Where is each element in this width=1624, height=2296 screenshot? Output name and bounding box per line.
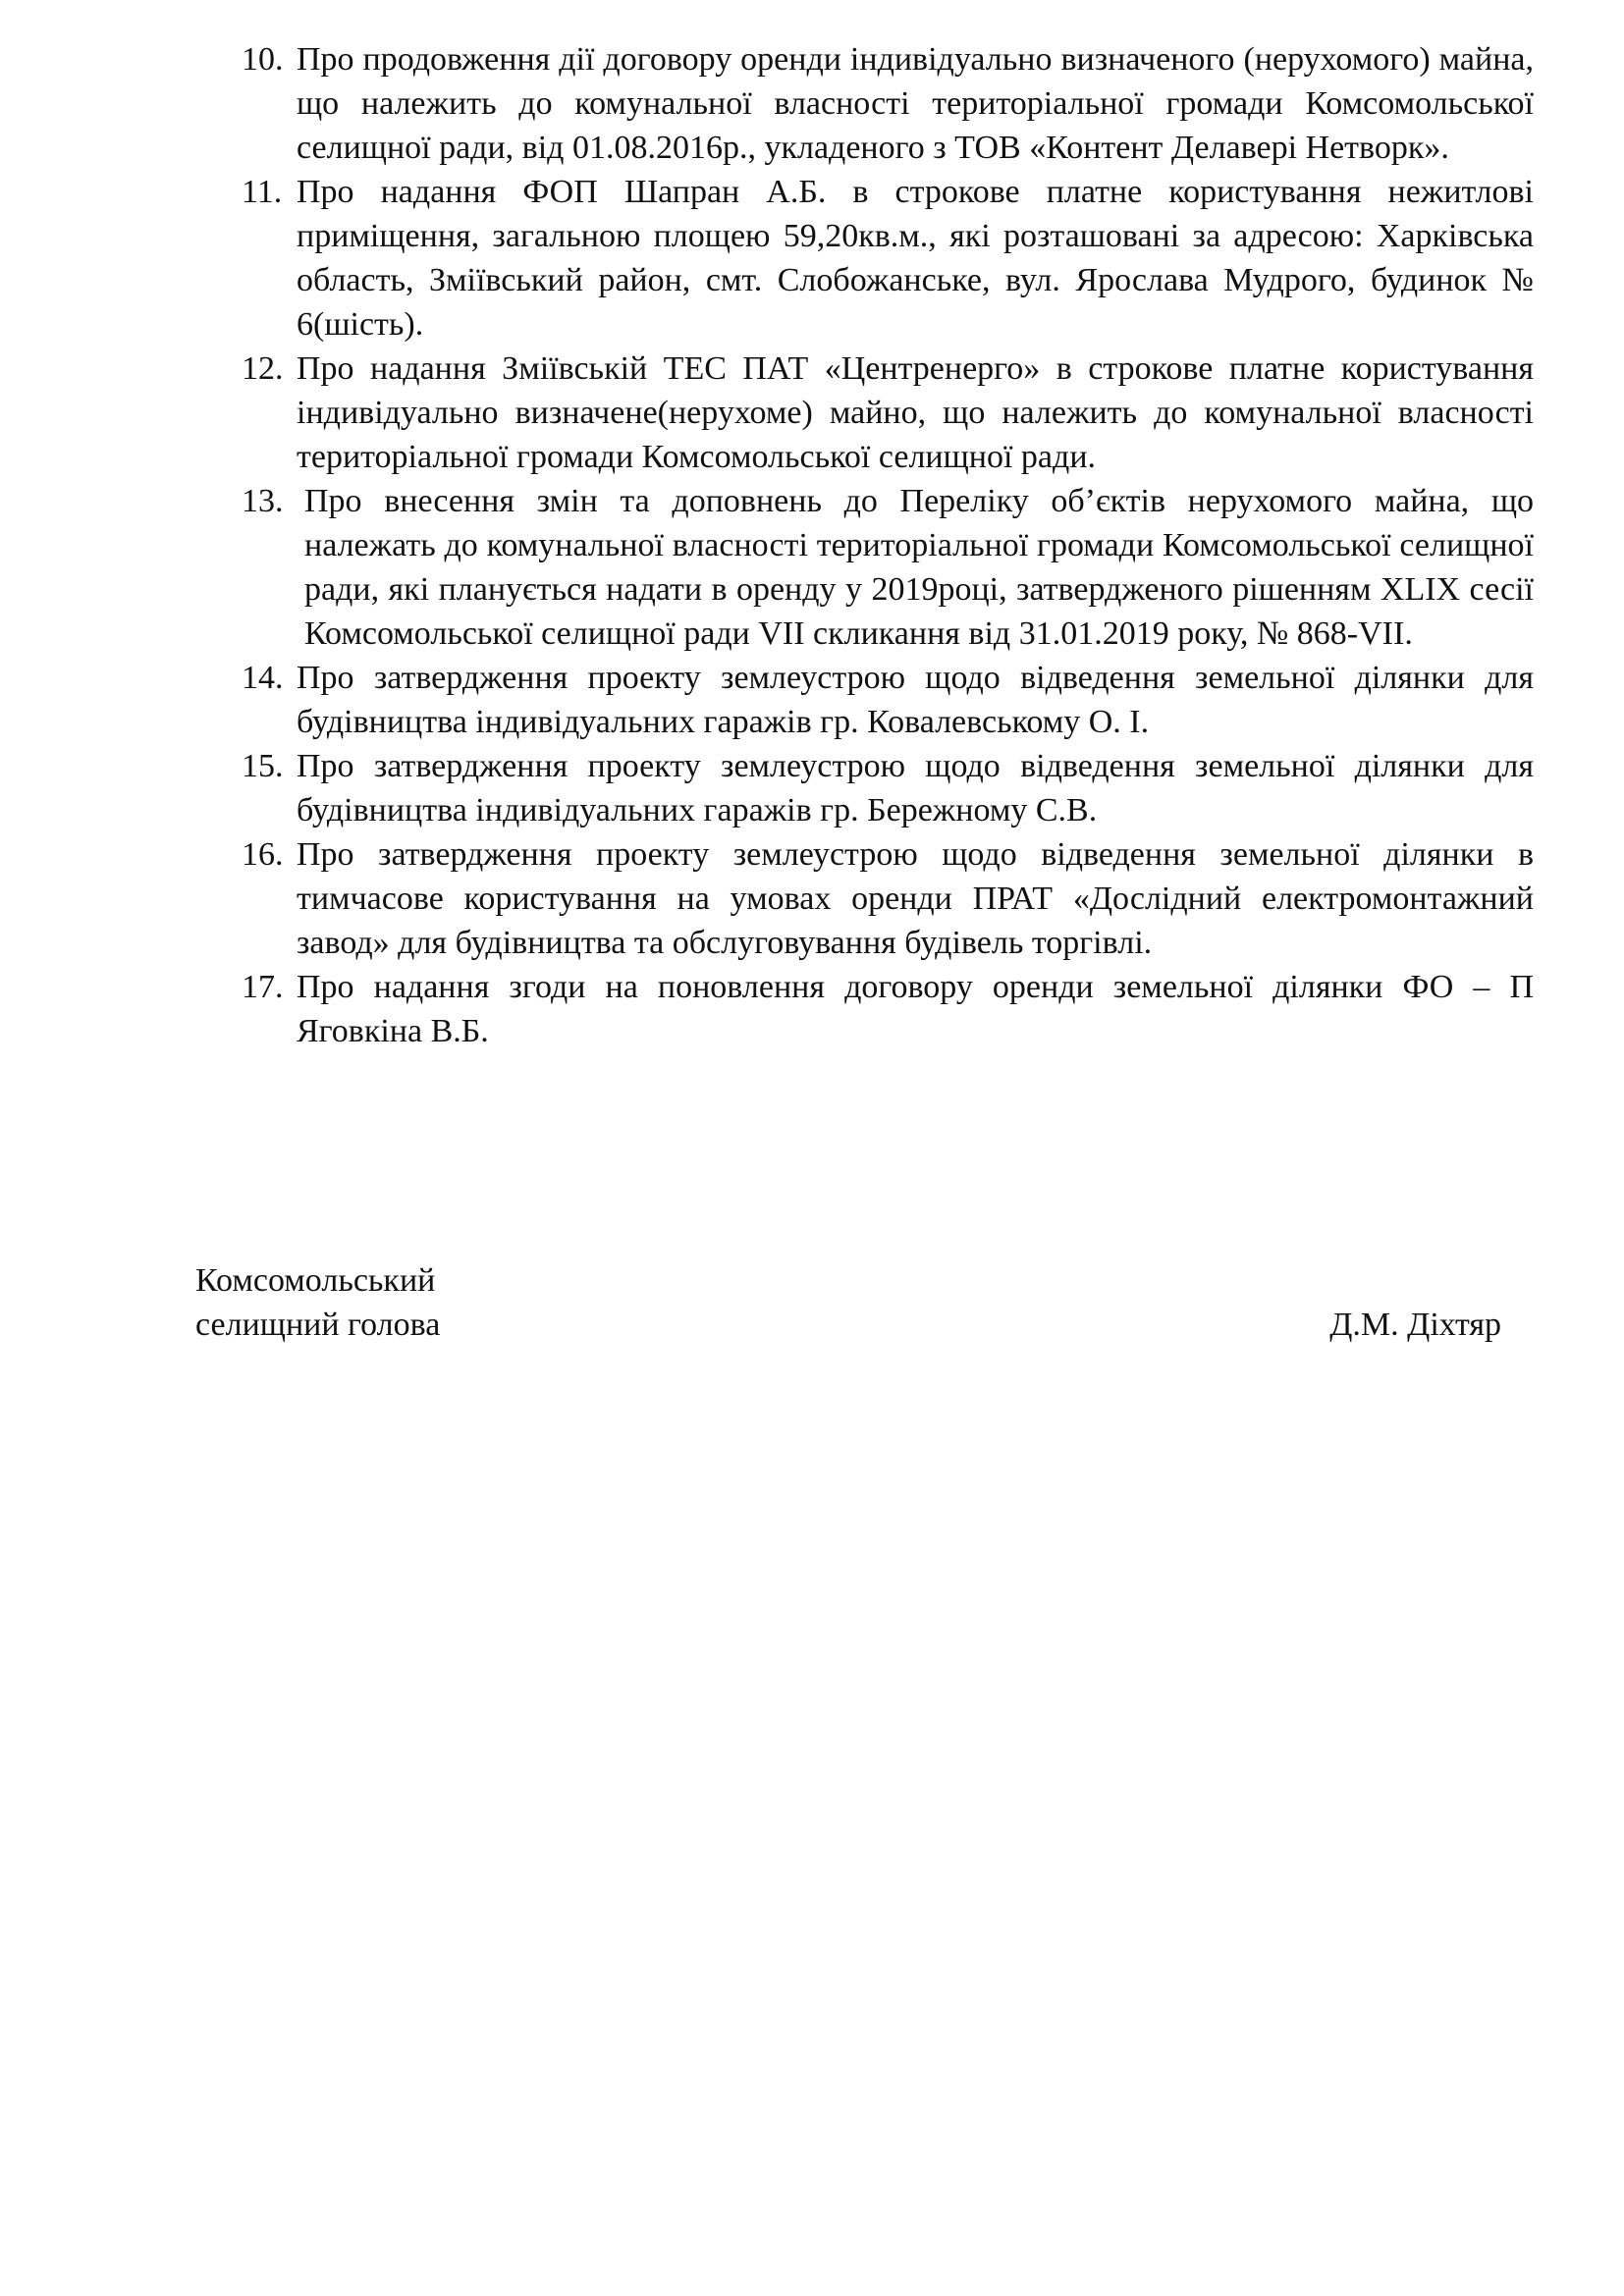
- agenda-list: [242, 37, 1534, 1053]
- agenda-item-11: [242, 170, 1534, 347]
- agenda-item-text: Про внесення змін та доповнень до Переліку об’єктів нерухомого майна, що належать до комунальної власності територіальної громади Комсомольської селищної ради, які планується надати в оренду у 2019році, затвердженого рішенням XLIX сесії Комсомольської селищної ради VII скликання від 31.01.2019 року, № 868-VII.: [304, 483, 1534, 652]
- agenda-item-14: [242, 656, 1534, 744]
- signatory-title-line1: Комсомольський: [195, 1262, 436, 1299]
- agenda-item-text: Про затвердження проекту землеустрою щодо відведення земельної ділянки для будівництва індивідуальних гаражів гр. Ковалевському О. І.: [297, 660, 1534, 740]
- signatory-title: [195, 1258, 440, 1347]
- signatory-name: Д.М. Діхтяр: [1329, 1307, 1501, 1343]
- agenda-item-number: 10.: [242, 41, 284, 78]
- agenda-item-number: 11.: [242, 174, 283, 210]
- agenda-item-text: Про затвердження проекту землеустрою щодо відведення земельної ділянки в тимчасове користування на умовах оренди ПРАТ «Дослідний електромонтажний завод» для будівництва та обслуговування будівель торгівлі.: [297, 836, 1534, 961]
- agenda-item-number: 16.: [242, 836, 284, 873]
- agenda-item-number: 12.: [242, 350, 284, 387]
- agenda-item-number: 13.: [242, 483, 284, 519]
- agenda-item-15: [242, 744, 1534, 832]
- agenda-item-text: Про надання ФОП Шапран А.Б. в строкове платне користування нежитлові приміщення, загальною площею 59,20кв.м., які розташовані за адресою: Харківська область, Зміївський район, смт. Слобожанське, вул. Ярослава Мудрого, будинок № 6(шість).: [297, 174, 1534, 343]
- agenda-item-number: 14.: [242, 660, 284, 696]
- signatory-title-line2: селищний голова: [195, 1307, 441, 1343]
- agenda-item-number: 15.: [242, 748, 284, 784]
- agenda-item-12: [242, 347, 1534, 479]
- agenda-item-10: [242, 37, 1534, 170]
- agenda-item-13: [242, 479, 1534, 656]
- agenda-item-number: 17.: [242, 969, 284, 1005]
- agenda-item-text: Про затвердження проекту землеустрою щодо відведення земельної ділянки для будівництва індивідуальних гаражів гр. Бережному С.В.: [297, 748, 1534, 828]
- agenda-item-text: Про продовження дії договору оренди індивідуально визначеного (нерухомого) майна, що належить до комунальної власності територіальної громади Комсомольської селищної ради, від 01.08.2016р., укладеного з ТОВ «Контент Делавері Нетворк».: [297, 41, 1534, 166]
- agenda-item-text: Про надання згоди на поновлення договору оренди земельної ділянки ФО – П Яговкіна В.Б.: [297, 969, 1534, 1049]
- agenda-item-16: [242, 832, 1534, 965]
- agenda-item-17: [242, 965, 1534, 1053]
- agenda-item-text: Про надання Зміївській ТЕС ПАТ «Центренерго» в строкове платне користування індивідуально визначене(нерухоме) майно, що належить до комунальної власності територіальної громади Комсомольської селищної ради.: [297, 350, 1534, 475]
